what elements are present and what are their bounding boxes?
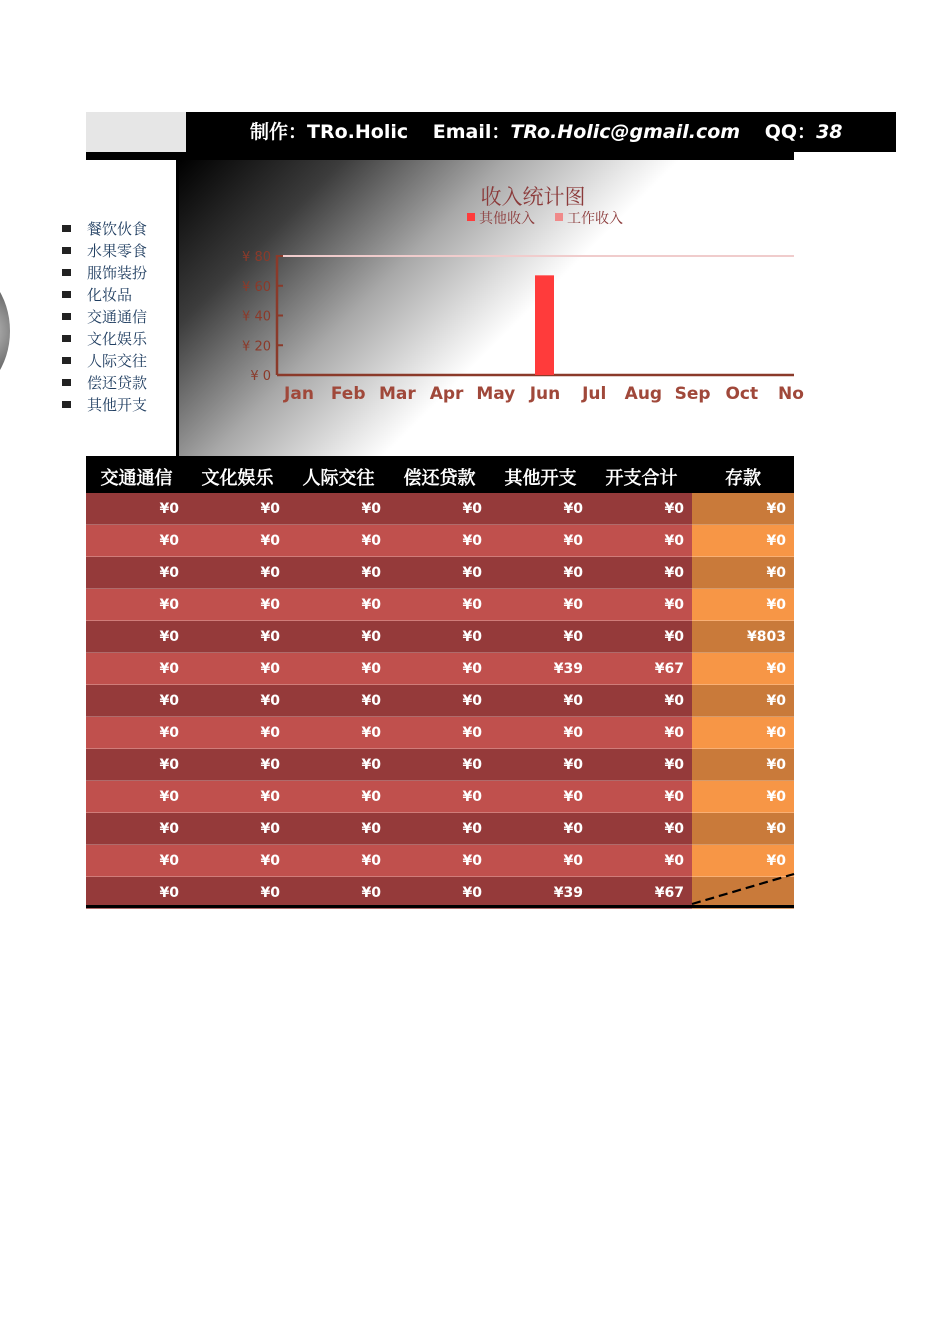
table-cell[interactable]: ¥0 bbox=[288, 813, 389, 845]
column-header: 文化娱乐 bbox=[201, 468, 274, 489]
table-cell[interactable]: ¥0 bbox=[389, 525, 490, 557]
table-cell[interactable]: ¥0 bbox=[591, 813, 692, 845]
author-name: TRo.Holic bbox=[307, 121, 409, 143]
bar bbox=[535, 275, 554, 375]
legend-label: 工作收入 bbox=[567, 211, 623, 227]
table-cell[interactable]: ¥0 bbox=[490, 493, 591, 525]
table-row bbox=[86, 525, 794, 557]
table-cell[interactable]: ¥0 bbox=[86, 781, 187, 813]
table-row bbox=[86, 557, 794, 589]
table-cell[interactable]: ¥0 bbox=[187, 525, 288, 557]
table-cell[interactable]: ¥0 bbox=[490, 557, 591, 589]
table-cell[interactable]: ¥0 bbox=[86, 717, 187, 749]
header-bar bbox=[186, 112, 896, 152]
table-cell[interactable]: ¥0 bbox=[490, 781, 591, 813]
x-tick-label: Apr bbox=[429, 384, 464, 404]
table-cell[interactable]: ¥0 bbox=[692, 557, 794, 589]
chart-title: 收入统计图 bbox=[480, 185, 586, 209]
table-cell[interactable]: ¥0 bbox=[86, 589, 187, 621]
table-cell[interactable]: ¥0 bbox=[187, 781, 288, 813]
table-cell[interactable]: ¥0 bbox=[389, 813, 490, 845]
sidebar-item-label: 餐饮伙食 bbox=[87, 220, 148, 238]
table-header bbox=[86, 459, 794, 493]
x-tick-label: Aug bbox=[624, 384, 663, 404]
y-tick-label: ¥ 80 bbox=[242, 250, 271, 265]
sidebar-item-label: 服饰装扮 bbox=[87, 264, 148, 282]
table-cell[interactable]: ¥0 bbox=[86, 845, 187, 877]
table-cell[interactable]: ¥0 bbox=[490, 749, 591, 781]
table-cell[interactable]: ¥0 bbox=[692, 525, 794, 557]
sidebar-clip bbox=[62, 218, 90, 416]
table-cell[interactable]: ¥0 bbox=[692, 749, 794, 781]
x-tick-label: Jul bbox=[582, 384, 607, 404]
table-cell[interactable]: ¥0 bbox=[490, 589, 591, 621]
table-cell[interactable]: ¥0 bbox=[692, 781, 794, 813]
table-cell[interactable]: ¥0 bbox=[288, 877, 389, 909]
table-cell[interactable]: ¥0 bbox=[490, 525, 591, 557]
chart-svg bbox=[179, 160, 804, 456]
income-chart bbox=[179, 160, 804, 456]
table-cell[interactable]: ¥0 bbox=[591, 525, 692, 557]
y-tick-label: ¥ 0 bbox=[250, 369, 271, 384]
table-cell[interactable]: ¥0 bbox=[288, 621, 389, 653]
table-cell[interactable]: ¥0 bbox=[692, 845, 794, 877]
table-cell[interactable]: ¥0 bbox=[187, 557, 288, 589]
table-cell[interactable]: ¥0 bbox=[591, 557, 692, 589]
legend-label: 其他收入 bbox=[479, 211, 535, 227]
table-cell[interactable]: ¥803 bbox=[692, 621, 794, 653]
table-cell[interactable]: ¥0 bbox=[187, 717, 288, 749]
qq-value: 38 bbox=[816, 121, 843, 143]
column-header: 交通通信 bbox=[100, 468, 173, 489]
table-cell[interactable]: ¥0 bbox=[187, 621, 288, 653]
table-cell[interactable]: ¥0 bbox=[692, 717, 794, 749]
email-value[interactable]: TRo.Holic@gmail.com bbox=[510, 121, 741, 143]
table-cell[interactable]: ¥0 bbox=[288, 717, 389, 749]
sidebar-item-label: 交通通信 bbox=[87, 308, 148, 326]
table-cell[interactable]: ¥0 bbox=[187, 749, 288, 781]
expense-table bbox=[86, 459, 794, 909]
table-row bbox=[86, 749, 794, 781]
table-cell[interactable]: ¥0 bbox=[389, 877, 490, 909]
table-row bbox=[86, 653, 794, 685]
table-cell[interactable]: ¥0 bbox=[389, 685, 490, 717]
table-cell[interactable]: ¥0 bbox=[288, 653, 389, 685]
table-bottom-border bbox=[86, 905, 794, 908]
legend-swatch bbox=[467, 213, 475, 221]
table-cell[interactable]: ¥0 bbox=[288, 493, 389, 525]
table-cell[interactable]: ¥0 bbox=[692, 685, 794, 717]
table-cell[interactable]: ¥67 bbox=[591, 877, 692, 909]
table-body bbox=[86, 493, 794, 909]
table-row bbox=[86, 813, 794, 845]
table-cell[interactable]: ¥0 bbox=[591, 749, 692, 781]
table-row bbox=[86, 781, 794, 813]
x-tick-label: Sep bbox=[674, 384, 711, 404]
table-row bbox=[86, 493, 794, 525]
table-cell[interactable]: ¥0 bbox=[591, 781, 692, 813]
table-cell[interactable]: ¥0 bbox=[591, 493, 692, 525]
qq-label: QQ： bbox=[764, 121, 817, 143]
table-cell[interactable]: ¥0 bbox=[389, 589, 490, 621]
table-cell[interactable]: ¥0 bbox=[288, 845, 389, 877]
table-row bbox=[86, 717, 794, 749]
table-cell[interactable]: ¥0 bbox=[187, 813, 288, 845]
table-cell[interactable]: ¥0 bbox=[591, 621, 692, 653]
table-cell[interactable]: ¥0 bbox=[187, 493, 288, 525]
table-cell[interactable]: ¥0 bbox=[187, 877, 288, 909]
table-cell[interactable]: ¥0 bbox=[187, 845, 288, 877]
table-cell[interactable]: ¥0 bbox=[389, 749, 490, 781]
table-cell[interactable]: ¥0 bbox=[490, 621, 591, 653]
table-cell[interactable]: ¥0 bbox=[692, 653, 794, 685]
table-cell[interactable]: ¥0 bbox=[692, 493, 794, 525]
table-cell[interactable]: ¥0 bbox=[389, 781, 490, 813]
table-cell[interactable]: ¥0 bbox=[86, 653, 187, 685]
column-header: 开支合计 bbox=[605, 468, 678, 489]
table-row bbox=[86, 685, 794, 717]
column-header: 存款 bbox=[725, 468, 761, 489]
email-label: Email： bbox=[432, 121, 511, 143]
table-cell[interactable]: ¥0 bbox=[86, 621, 187, 653]
table-row bbox=[86, 621, 794, 653]
table-cell[interactable]: ¥0 bbox=[591, 717, 692, 749]
table-cell[interactable]: ¥0 bbox=[86, 877, 187, 909]
table-cell[interactable]: ¥0 bbox=[187, 685, 288, 717]
table-row bbox=[86, 845, 794, 877]
table-cell[interactable]: ¥0 bbox=[86, 685, 187, 717]
table-cell[interactable]: ¥0 bbox=[288, 749, 389, 781]
table-cell[interactable]: ¥0 bbox=[86, 525, 187, 557]
table-cell[interactable]: ¥39 bbox=[490, 877, 591, 909]
table-cell[interactable]: ¥0 bbox=[288, 525, 389, 557]
sidebar-item-label: 水果零食 bbox=[87, 242, 148, 260]
header-left-block bbox=[86, 112, 186, 152]
column-header: 偿还贷款 bbox=[403, 468, 476, 489]
table-cell[interactable]: ¥39 bbox=[490, 653, 591, 685]
x-tick-label: No bbox=[778, 384, 804, 404]
x-tick-label: Jun bbox=[529, 384, 561, 404]
sidebar-item-label: 化妆品 bbox=[87, 286, 133, 304]
table-cell[interactable]: ¥0 bbox=[86, 813, 187, 845]
table-cell[interactable]: ¥0 bbox=[86, 493, 187, 525]
x-tick-label: May bbox=[476, 384, 516, 404]
table-cell[interactable]: ¥0 bbox=[389, 493, 490, 525]
table-cell[interactable]: ¥0 bbox=[591, 845, 692, 877]
sidebar-item-label: 文化娱乐 bbox=[87, 330, 148, 348]
y-tick-label: ¥ 40 bbox=[242, 309, 271, 325]
sidebar-item-label: 人际交往 bbox=[87, 352, 148, 370]
legend-swatch bbox=[555, 213, 563, 221]
sidebar-item-label: 偿还贷款 bbox=[87, 374, 148, 392]
x-tick-label: Mar bbox=[379, 384, 416, 404]
sidebar-item-label: 其他开支 bbox=[87, 396, 148, 414]
table-cell[interactable]: ¥0 bbox=[490, 717, 591, 749]
table-cell[interactable]: ¥0 bbox=[288, 557, 389, 589]
y-tick-label: ¥ 20 bbox=[242, 339, 271, 355]
table-cell[interactable]: ¥67 bbox=[591, 653, 692, 685]
header-divider bbox=[86, 152, 794, 160]
table-cell[interactable]: ¥0 bbox=[187, 653, 288, 685]
table-cell[interactable]: ¥0 bbox=[389, 717, 490, 749]
table-cell[interactable]: ¥0 bbox=[591, 589, 692, 621]
author-label: 制作： bbox=[250, 121, 308, 143]
table-cell[interactable]: ¥0 bbox=[591, 685, 692, 717]
x-tick-label: Oct bbox=[725, 384, 759, 404]
table-cell[interactable]: ¥0 bbox=[288, 589, 389, 621]
table-cell[interactable]: ¥0 bbox=[692, 813, 794, 845]
table-cell[interactable]: ¥0 bbox=[187, 589, 288, 621]
table-cell[interactable]: ¥0 bbox=[389, 845, 490, 877]
table-cell[interactable]: ¥0 bbox=[86, 749, 187, 781]
y-tick-label: ¥ 60 bbox=[242, 279, 271, 295]
table-cell[interactable]: ¥0 bbox=[86, 557, 187, 589]
table-cell[interactable]: ¥0 bbox=[288, 685, 389, 717]
table-cell[interactable]: ¥0 bbox=[692, 589, 794, 621]
table-cell[interactable]: ¥0 bbox=[389, 557, 490, 589]
table-cell[interactable]: ¥0 bbox=[389, 653, 490, 685]
table-cell[interactable]: ¥0 bbox=[288, 781, 389, 813]
x-tick-label: Jan bbox=[284, 384, 314, 404]
table-cell[interactable]: ¥0 bbox=[490, 813, 591, 845]
table-cell[interactable]: ¥0 bbox=[389, 621, 490, 653]
table-row bbox=[86, 589, 794, 621]
x-tick-label: Feb bbox=[330, 384, 366, 404]
total-cell-slash bbox=[692, 873, 794, 905]
column-header: 人际交往 bbox=[302, 468, 375, 489]
table-cell[interactable]: ¥0 bbox=[490, 685, 591, 717]
decorative-circle bbox=[0, 266, 10, 396]
column-header: 其他开支 bbox=[504, 468, 577, 489]
table-cell[interactable]: ¥0 bbox=[490, 845, 591, 877]
